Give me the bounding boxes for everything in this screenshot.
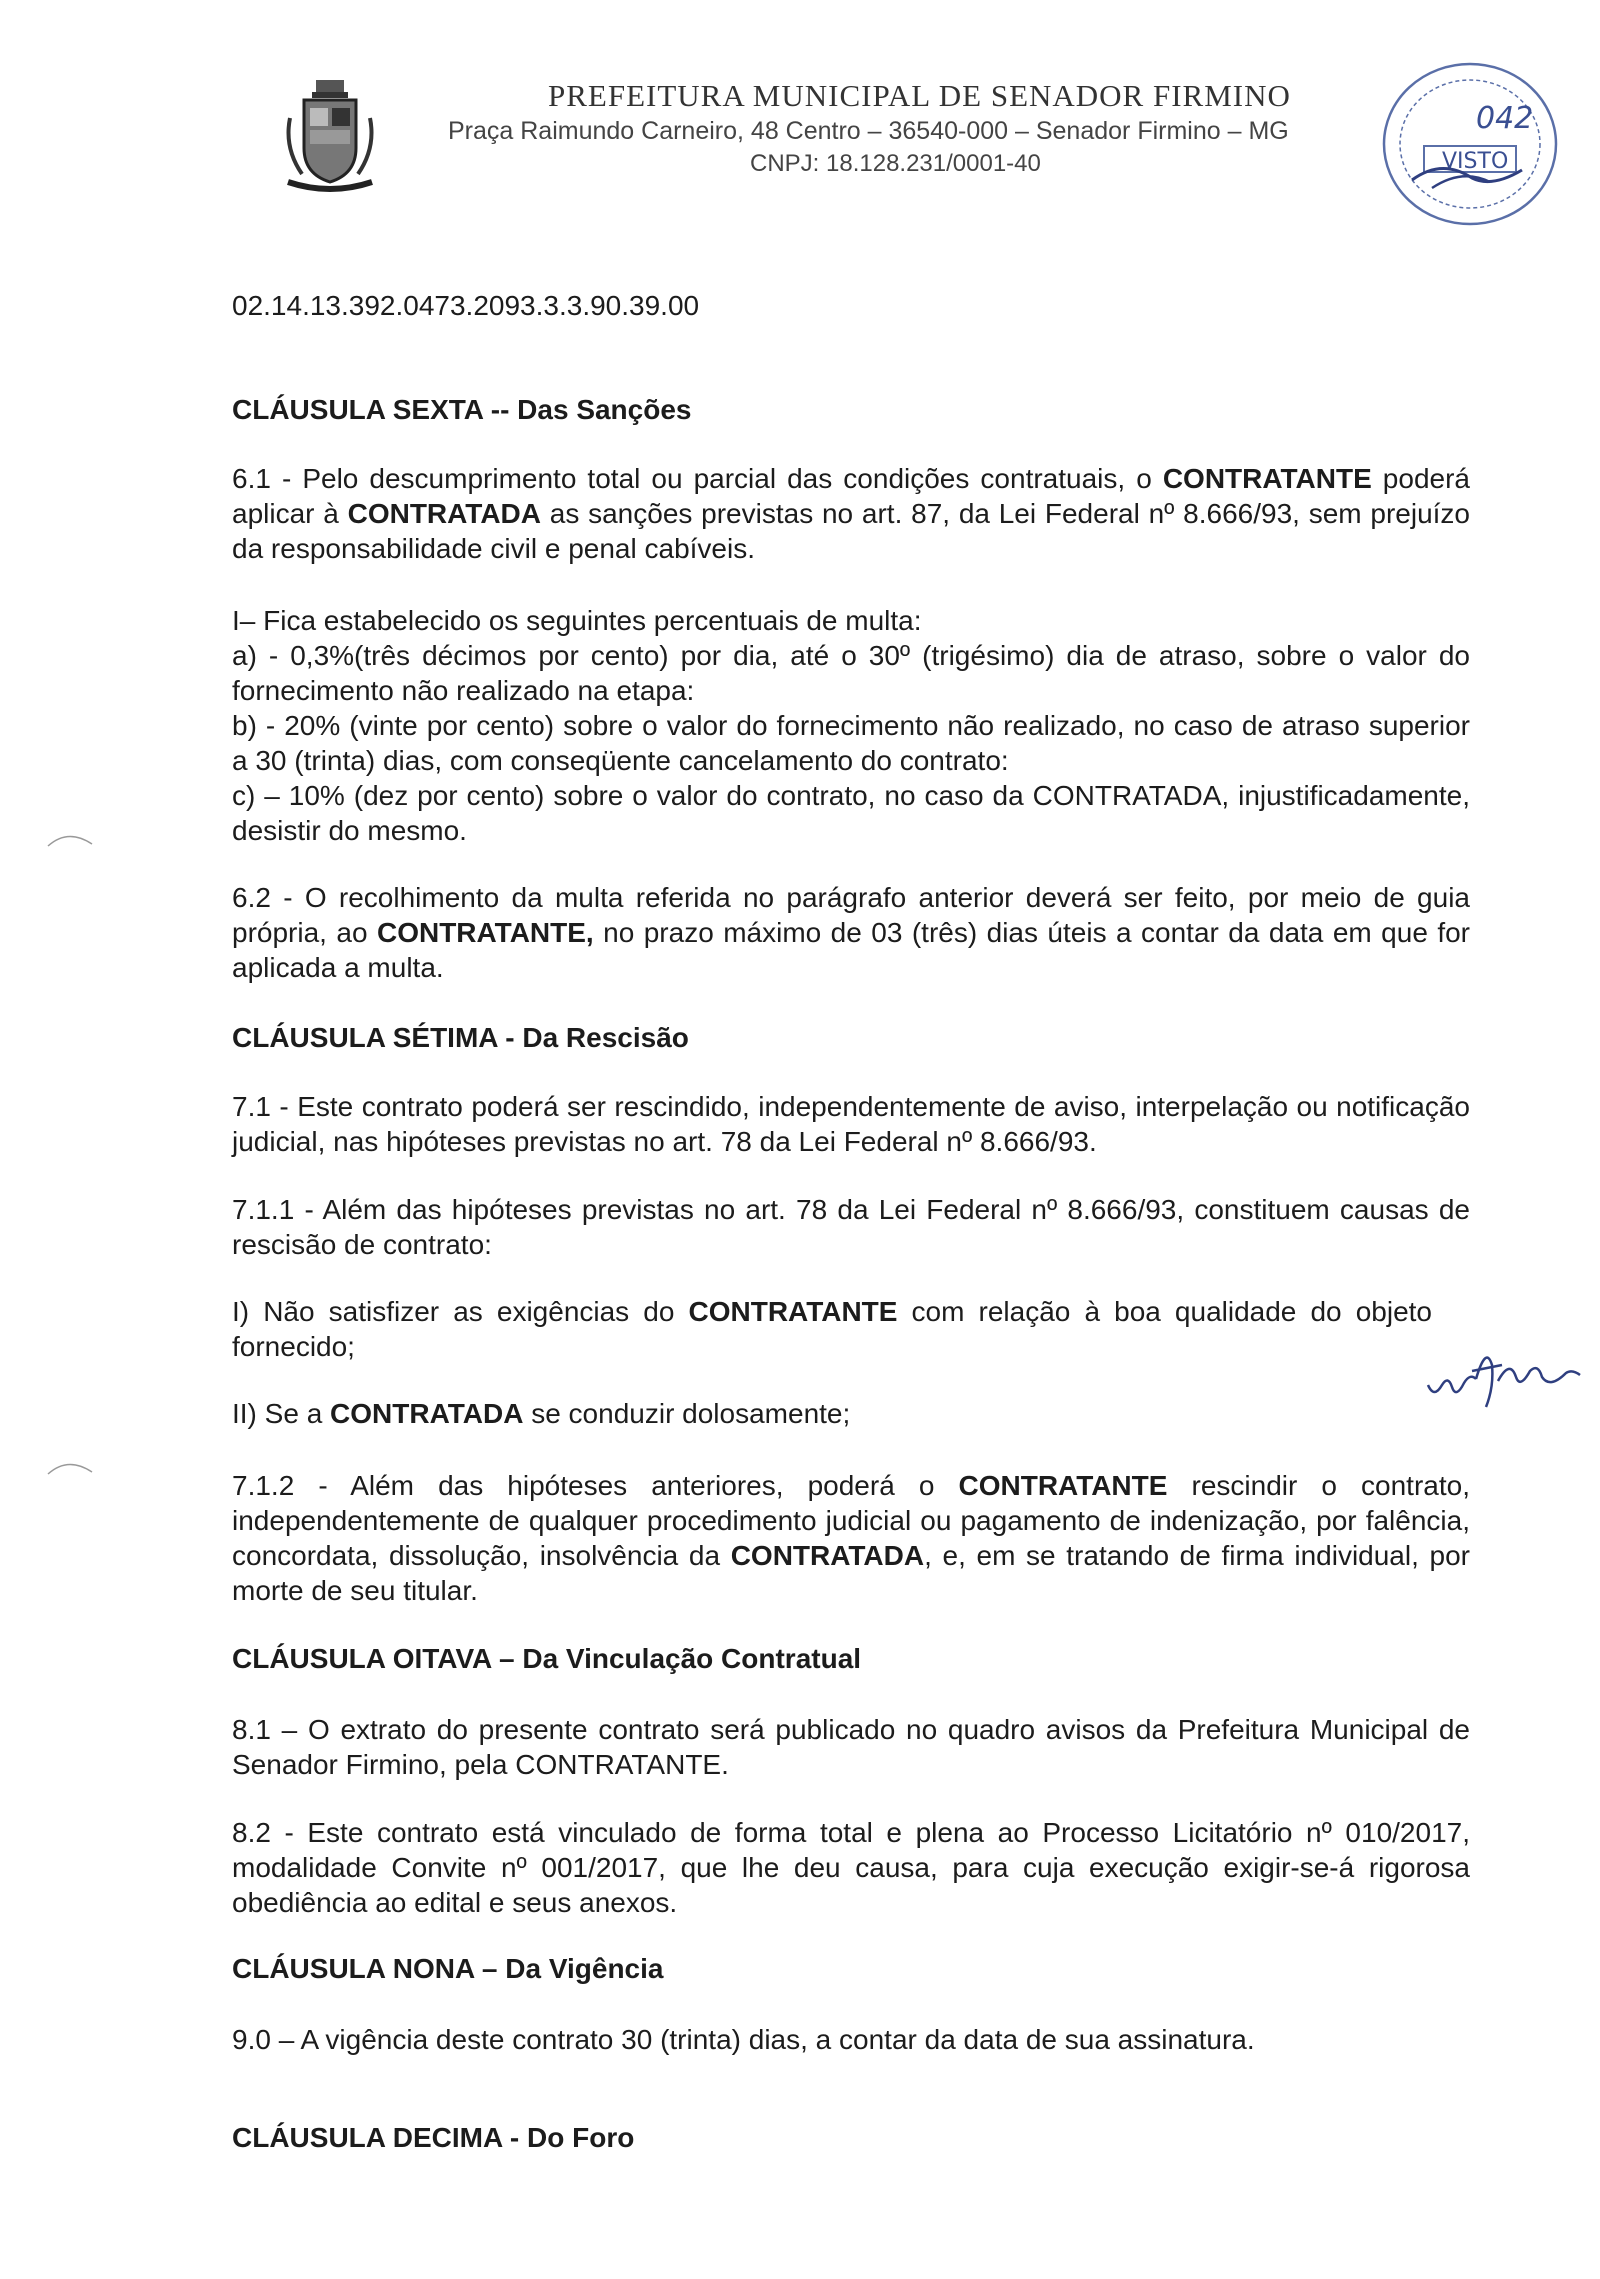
letterhead-address: Praça Raimundo Carneiro, 48 Centro – 36540-000 – Senador Firmino – MG: [448, 117, 1289, 145]
paragraph-6-1: 6.1 - Pelo descumprimento total ou parcial das condições contratuais, o CONTRATANTE poderá aplicar à CONTRATADA as sanções previstas no art. 87, da Lei Federal nº 8.666/93, sem prejuízo da responsabilidade civil e penal cabíveis.: [232, 463, 1470, 564]
clause-nine-heading: CLÁUSULA NONA – Da Vigência: [232, 1953, 664, 1984]
clause-seven-heading: CLÁUSULA SÉTIMA - Da Rescisão: [232, 1022, 689, 1053]
clause-ten-heading: CLÁUSULA DECIMA - Do Foro: [232, 2122, 635, 2153]
margin-mark-icon: [46, 830, 96, 850]
handwritten-signature-icon: [1420, 1335, 1585, 1415]
rescission-item-1: I) Não satisfizer as exigências do CONTRATANTE com relação à boa qualidade do objeto fornecido;: [232, 1296, 1432, 1362]
paragraph-8-1: 8.1 – O extrato do presente contrato será publicado no quadro avisos da Prefeitura Municipal de Senador Firmino, pela CONTRATANTE.: [232, 1714, 1470, 1780]
paragraph-7-1-2: 7.1.2 - Além das hipóteses anteriores, poderá o CONTRATANTE rescindir o contrato, independentemente de qualquer procedimento judicial ou pagamento de indenização, por falência, concordata, dissolução, insolvência da CONTRATADA, e, em se tratando de firma individual, por morte de seu titular.: [232, 1470, 1470, 1606]
fine-item-b: b) - 20% (vinte por cento) sobre o valor do fornecimento não realizado, no caso de atraso superior a 30 (trinta) dias, com conseqüente cancelamento do contrato:: [232, 710, 1470, 776]
paragraph-9-0: 9.0 – A vigência deste contrato 30 (trinta) dias, a contar da data de sua assinatura.: [232, 2024, 1255, 2055]
fine-item-c: c) – 10% (dez por cento) sobre o valor do contrato, no caso da CONTRATADA, injustificadamente, desistir do mesmo.: [232, 780, 1470, 846]
paragraph-8-2: 8.2 - Este contrato está vinculado de forma total e plena ao Processo Licitatório nº 010/2017, modalidade Convite nº 001/2017, que lhe deu causa, para cuja execução exigir-se-á rigorosa obediência ao edital e seus anexos.: [232, 1817, 1470, 1918]
paragraph-7-1-1: 7.1.1 - Além das hipóteses previstas no art. 78 da Lei Federal nº 8.666/93, constituem causas de rescisão de contrato:: [232, 1194, 1470, 1260]
clause-eight-heading: CLÁUSULA OITAVA – Da Vinculação Contratual: [232, 1643, 862, 1674]
fine-item-a: a) - 0,3%(três décimos por cento) por dia, até o 30º (trigésimo) dia de atraso, sobre o valor do fornecimento não realizado na etapa:: [232, 640, 1470, 706]
budget-code: 02.14.13.392.0473.2093.3.3.90.39.00: [232, 290, 700, 321]
stamp-number: 042: [1476, 101, 1534, 136]
rescission-item-2: II) Se a CONTRATADA se conduzir dolosamente;: [232, 1398, 851, 1429]
letterhead-title: PREFEITURA MUNICIPAL DE SENADOR FIRMINO: [548, 78, 1291, 113]
approval-stamp-icon: [1372, 58, 1562, 228]
clause-six-heading: CLÁUSULA SEXTA -- Das Sanções: [232, 394, 692, 425]
stamp-word: VISTO: [1442, 149, 1509, 174]
letterhead-cnpj: CNPJ: 18.128.231/0001-40: [750, 150, 1041, 177]
paragraph-6-2: 6.2 - O recolhimento da multa referida no parágrafo anterior deverá ser feito, por meio de guia própria, ao CONTRATANTE, no prazo máximo de 03 (três) dias úteis a contar da data em que for aplicada a multa.: [232, 882, 1471, 983]
coat-of-arms-icon: [282, 78, 378, 196]
paragraph-7-1: 7.1 - Este contrato poderá ser rescindido, independentemente de aviso, interpelação ou notificação judicial, nas hipóteses previstas no art. 78 da Lei Federal nº 8.666/93.: [232, 1091, 1470, 1157]
margin-mark-icon: [46, 1458, 96, 1478]
fines-intro: I– Fica estabelecido os seguintes percentuais de multa:: [232, 605, 922, 636]
